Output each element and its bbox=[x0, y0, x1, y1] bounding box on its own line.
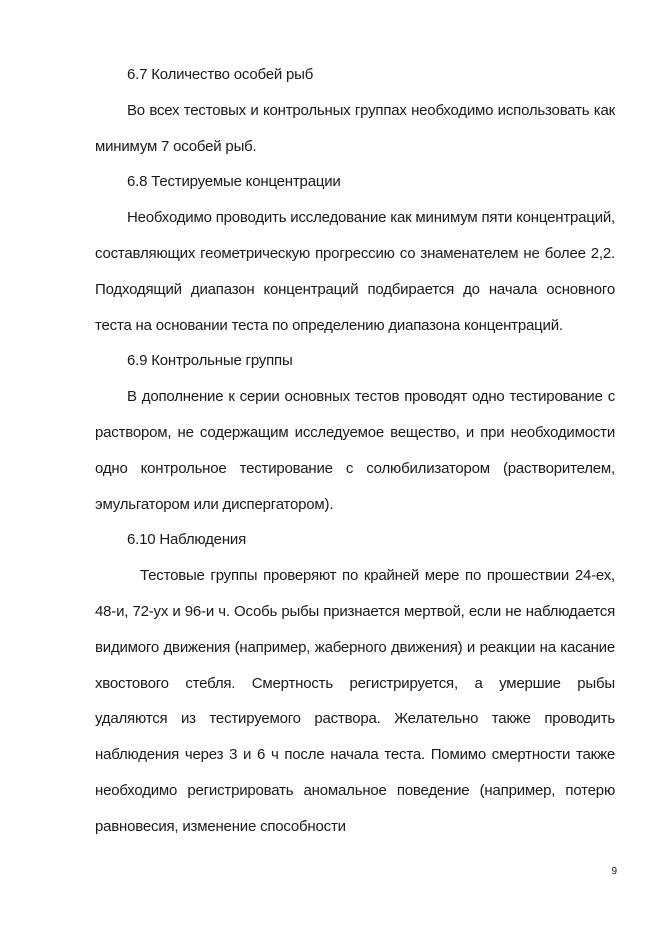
section-paragraph-6-10: Тестовые группы проверяют по крайней мере по прошествии 24-ех, 48-и, 72-ух и 96-и ч. Особь рыбы признается мертвой, если не наблюдается видимого движения (например, жаберного движения) и реакции на касание хвостового стебля. Смертность регистрируется, а умершие рыбы удаляются из тестируемого раствора. Желательно также проводить наблюдения через 3 и 6 ч после начала теста. Помимо смертности также необходимо регистрировать аномальное поведение (например, потерю равновесия, изменение способности bbox=[95, 567, 615, 835]
page-number: 9 bbox=[611, 866, 617, 877]
section-paragraph-6-8: Необходимо проводить исследование как минимум пяти концентраций, составляющих геометрическую прогрессию со знаменателем не более 2,2. Подходящий диапазон концентраций подбирается до начала основного теста на основании теста по определению диапазона концентраций. bbox=[95, 209, 616, 334]
section-heading-6-10: 6.10 Наблюдения bbox=[127, 531, 247, 549]
section-heading-6-9: 6.9 Контрольные группы bbox=[127, 352, 293, 370]
section-heading-6-8: 6.8 Тестируемые концентрации bbox=[127, 173, 341, 191]
section-paragraph-6-7: Во всех тестовых и контрольных группах необходимо использовать как минимум 7 особей рыб. bbox=[95, 101, 615, 155]
document-body bbox=[95, 57, 615, 845]
section-paragraph-6-9: В дополнение к серии основных тестов проводят одно тестирование с раствором, не содержащим исследуемое вещество, и при необходимости одно контрольное тестирование с солюбилизатором (растворителем, эмульгатором или диспергатором). bbox=[95, 388, 615, 513]
section-heading-6-7: 6.7 Количество особей рыб bbox=[127, 66, 314, 83]
